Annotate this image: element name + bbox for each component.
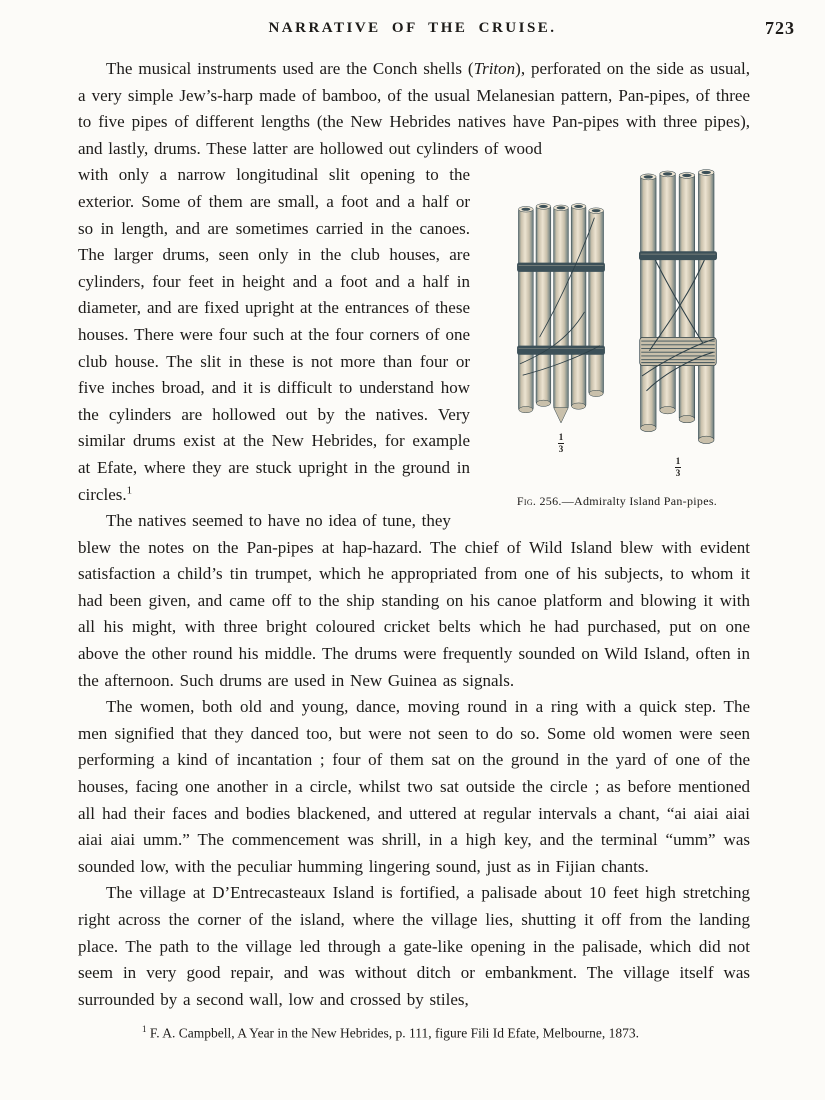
fraction-denominator: 3 xyxy=(675,468,681,479)
footnote-marker: 1 xyxy=(142,1024,147,1035)
panpipes-bundle-right xyxy=(639,168,717,478)
paragraph-musical-instruments xyxy=(78,56,750,162)
species-name-italic: Triton xyxy=(473,59,516,78)
page-header xyxy=(0,20,825,44)
scale-fraction-right xyxy=(675,457,682,478)
panpipes-bundle-left xyxy=(517,198,605,454)
paragraph-drums-continued xyxy=(78,162,470,508)
panpipes-illustration xyxy=(484,168,750,478)
paragraph-village-fortified: The village at D’Entrecasteaux Island is fortified, a palisade about 10 feet high stretching right across the corner of the island, where the village lies, shutting it off from the landing place. The path to the village led through a gate-like opening in the palisade, which did not seem in very good repair, and was without ditch or embankment. The village itself was surrounded by a second wall, low and crossed by stiles, xyxy=(78,883,750,1009)
fraction-numerator: 1 xyxy=(675,456,681,467)
page-number: 723 xyxy=(765,18,795,38)
fraction-numerator: 1 xyxy=(558,432,564,443)
footnote-reference-marker: 1 xyxy=(126,483,133,496)
paragraph-text: with only a narrow longitudinal slit opening to the exterior. Some of them are small, a foot and a half or so in length, and are sometimes carried in the canoes. The larger drums, seen only in the club houses, are cylinders, four feet in height and a foot and a half in diameter, and are fixed upright at the entrances of these houses. There were four such at the four corners of one club house. The slit in these is not more than four or five inches broad, and it is difficult to understand how the cylinders are hollowed out by the natives. Very similar drums exist at the New Hebrides, for example at Efate, where they are stuck upright in the ground in circles. xyxy=(78,165,470,504)
figure-caption-title: —Admiralty Island Pan-pipes. xyxy=(561,494,718,509)
figure-caption xyxy=(484,494,750,509)
figure-caption-label: Fig. 256. xyxy=(516,494,562,509)
panpipes-right-illustration xyxy=(639,168,717,454)
narrow-text-column xyxy=(78,162,470,534)
footnote xyxy=(78,1020,750,1043)
text-and-figure-section xyxy=(78,162,750,534)
figure-256 xyxy=(484,162,750,509)
paragraph-text: The musical instruments used are the Conch shells ( xyxy=(106,59,474,78)
footnote-text: F. A. Campbell, A Year in the New Hebrides, p. 111, figure Fili Id Efate, Melbourne, 1873. xyxy=(149,1025,639,1041)
paragraph-text: ), perforated on the side as usual, a very simple Jew’s-harp made of bamboo, of the usual Melanesian pattern, Pan-pipes, of three to five pipes of different lengths (the New Hebrides natives have Pan-pipes with three pipes), and lastly, drums. These latter are hollowed out cylinders of wood xyxy=(78,59,750,158)
running-title: NARRATIVE OF THE CRUISE. xyxy=(268,20,557,36)
paragraph-women-dance: The women, both old and young, dance, moving round in a ring with a quick step. The men signified that they danced too, but were not seen to do so. Some old women were seen performing a kind of incantation ; four of them sat on the ground in the yard of one of the houses, facing one another in a circle, whilst two sat outside the circle ; as before mentioned all had their faces and bodies blackened, and uttered at regular intervals a chant, “ai aiai aiai aiai aiai umm.” The commencement was shrill, in a high key, and the terminal “umm” was sounded low, with the peculiar humming lingering sound, just as in Fijian chants. xyxy=(78,697,750,876)
scale-fraction-left xyxy=(558,433,565,454)
fraction-denominator: 3 xyxy=(558,444,564,455)
paragraph-natives-tune-continued: blew the notes on the Pan-pipes at hap-hazard. The chief of Wild Island blew with evident satisfaction a child’s tin trumpet, which he appropriated from one of his subjects, to whom it had been given, and came off to the ship standing on his canoe platform and blowing it with all his might, with three bright coloured cricket belts which he had purchased, put on one above the other round his middle. The drums were frequently sounded on Wild Island, often in the afternoon. Such drums are used in New Guinea as signals. xyxy=(78,537,750,690)
paragraph-natives-tune-start: The natives seemed to have no idea of tune, they xyxy=(106,511,451,531)
panpipes-left-illustration xyxy=(517,198,605,430)
page-body xyxy=(78,56,750,1043)
